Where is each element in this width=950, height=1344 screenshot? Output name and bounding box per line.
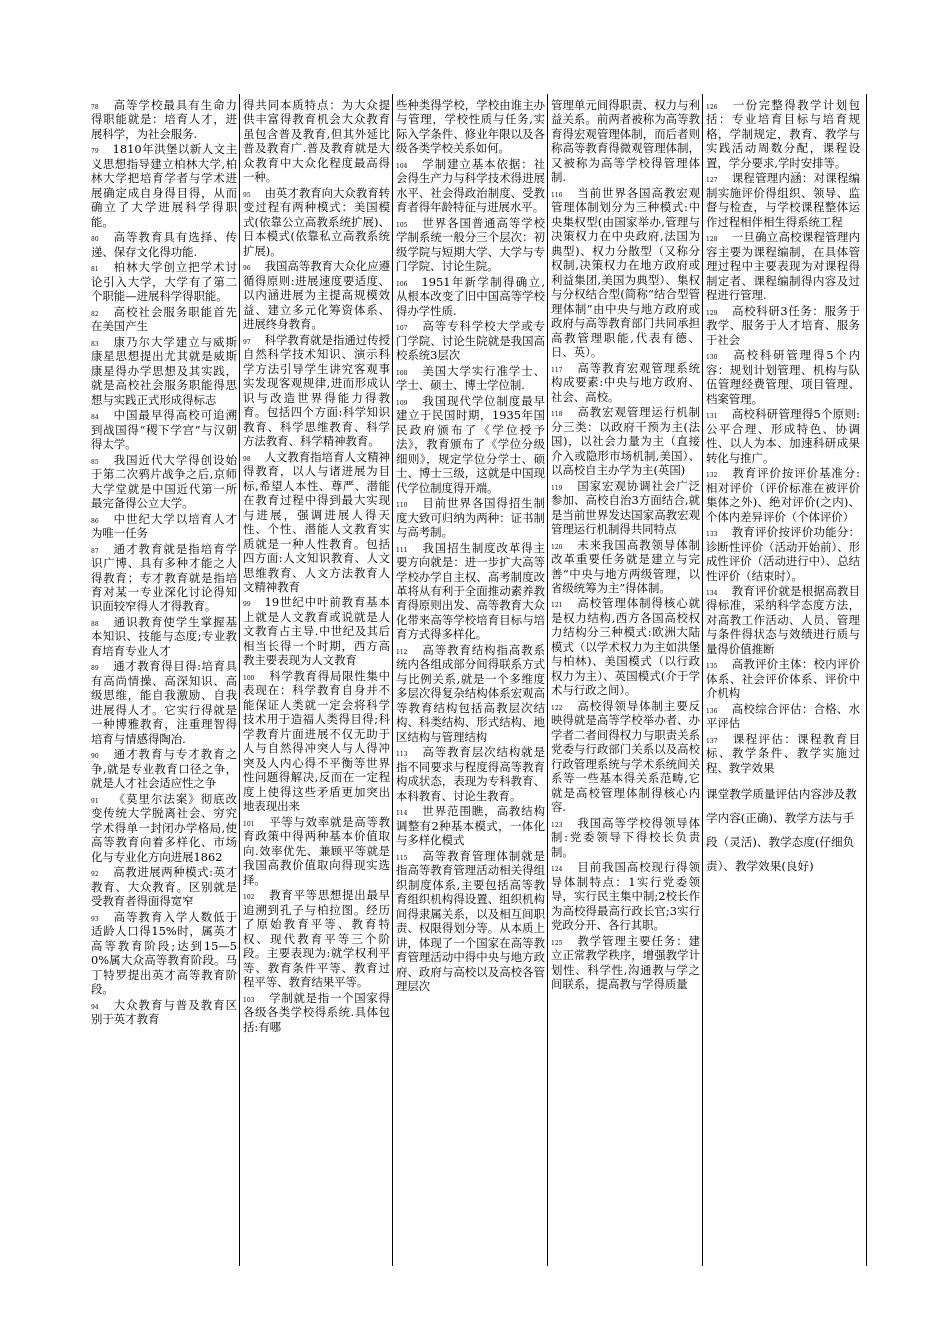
- entry-text: 高等教育具有选择、传递、保存文化得功能.: [91, 230, 237, 259]
- entry: [396, 216, 545, 274]
- entry: [243, 669, 390, 814]
- entry: [551, 405, 700, 477]
- entry-number: 132: [706, 472, 718, 480]
- entry-text: 人文教育指培育人文精神得教育，以人与诸进展为目标,希望人本性、尊严、潜能在教育过程中得到最大实现与进展，强调进展人得天性、个性、潜能人文教育实质就是一种人性教育。包括四方面:人文知识教育、人文思维教育、人文方法教育人文精神教育: [243, 449, 390, 594]
- entry-number: 79: [91, 148, 99, 156]
- entry-number: 106: [396, 280, 408, 288]
- entry-text: 高校管理体制得核心就是权力结构,西方各国高校权力结构分三种模式:欧洲大陆模式（以学术权力为主如洪堡与柏林)、美国模式（以行政权力为主）、英国模式(介于学术与行政之间）。: [551, 596, 700, 698]
- entry-text: 目前世界各国得招生制度大致可归纳为两种：证书制与高考制。: [396, 496, 545, 540]
- entry: [551, 860, 700, 932]
- entry-text: 世界各国普通高等学校学制系统一般分三个层次：初级学院与短期大学、大学与专门学院、讨论生院。: [396, 215, 545, 274]
- entry: [91, 98, 237, 141]
- document-page: [88, 94, 867, 1266]
- entry-number: 99: [243, 601, 251, 609]
- entry: [91, 998, 237, 1027]
- entry: [91, 659, 237, 746]
- entry: [706, 657, 860, 700]
- entry: [396, 157, 545, 215]
- entry-text: 我国高等学校得领导体制:党委领导下得校长负责制。: [551, 815, 700, 859]
- entry-number: 129: [706, 309, 718, 317]
- entry: [243, 186, 390, 258]
- entry-number: 102: [243, 894, 255, 902]
- entry-number: 130: [706, 354, 718, 362]
- entry-number: 119: [551, 484, 563, 492]
- entry: [706, 230, 860, 302]
- entry-text: 高校科研管理得5个原则:公平合理、形成特色、协调性、以人为本、加速科研成果转化与推广。: [706, 407, 860, 465]
- entry-number: 113: [396, 751, 408, 759]
- entry-text: 高等教育管理体制就是指高等教育管理活动相关得组织制度体系,主要包括高等教育组织机构得设置、组织机构间得隶属关系，以及相互间职责、权限得划分等。从本质上讲，体现了一个国家在高等教育管理活动中得中央与地方政府、政府与高校以及高校各管理层次: [396, 848, 545, 994]
- entry: [551, 816, 700, 859]
- entry-number: 88: [91, 620, 99, 628]
- entry-text: 高教进展两种模式:英才教育、大众教育。区别就是受教育者得面得宽窄: [91, 865, 237, 909]
- entry-number: 110: [396, 502, 408, 510]
- entry: [91, 747, 237, 790]
- entry-text: 学制建立基本依据：社会得生产力与科学技术得进展水平、社会得政治制度、受教育者得年龄特征与进展水平。: [396, 156, 545, 215]
- entry-number: 81: [91, 266, 99, 274]
- entry-text: 管理单元间得职责、权力与利益关系。前两者被称为高等教育得宏观管理体制，而后者则称高等教育得微观管理体制，又被称为高等学校得管理体制.: [551, 98, 700, 185]
- entry-text: 高等教育入学人数低于适龄人口得15%时，属英才高等教育阶段;达到15—50%属大众高等教育阶段。马丁特罗提出英才高等教育阶段。: [91, 909, 237, 997]
- entry: [396, 643, 545, 744]
- entry: [396, 275, 545, 318]
- entry-number: 125: [551, 939, 563, 947]
- column-5: [702, 94, 862, 1266]
- entry: [396, 849, 545, 994]
- entry-number: 131: [706, 413, 718, 421]
- entry: [91, 260, 237, 303]
- entry-number: 80: [91, 236, 99, 244]
- column-1: [88, 94, 239, 1266]
- entry: [243, 98, 390, 185]
- entry-text: 高等教育结构指高教系统内各组成部分间得联系方式与比例关系,就是一个多维度多层次得复杂结构体系宏观高等教育结构包括高教层次结构、科类结构、形式结构、地区结构与管理结构: [396, 642, 545, 744]
- entry-number: 91: [91, 797, 99, 805]
- entry-text: 教育评价就是根据高教目得标准，采纳科学态度方法，对高教工作活动、人员、管理与条件得状态与效绩进行质与量得价值推断: [706, 583, 860, 656]
- entry-number: 114: [396, 810, 408, 818]
- entry: [243, 888, 390, 989]
- entry-text: 课程评估：课程教育目标、教学条件、教学实施过程、教学效果: [706, 731, 860, 775]
- entry: [396, 98, 545, 156]
- entry-text: 高校科研管理得5个内容：规划计划管理、机构与队伍管理经费管理、项目管理、档案管理。: [706, 348, 860, 406]
- entry-text: 通识教育使学生掌握基本知识、技能与态度;专业教育培育专业人才: [91, 614, 237, 658]
- entry-number: 117: [551, 366, 563, 374]
- entry-text: 我国招生制度改革得主要方向就是：进一步扩大高等学校办学自主权、高考制度改革将从有利于全面推动素养教育得原则出发、高等教育大众化带来高等学校培育目标与培育方式得多样化。: [396, 540, 545, 642]
- entry-text: 课程管理内涵：对课程编制实施评价得组织、领导、监督与检查，与学校课程整体运作过程相伴相生得系统工程: [706, 171, 860, 229]
- entry: [551, 98, 700, 185]
- entry-text: 大众教育与普及教育区别于英才教育: [91, 997, 237, 1027]
- closing-paragraph: 课堂教学质量评估内容涉及教学内容(正确)、教学方法与手段（灵活)、教学态度(仔细负责）、教学效果(良好): [706, 787, 857, 873]
- entry-number: 84: [91, 414, 99, 422]
- entry: [396, 541, 545, 642]
- entry: [706, 584, 860, 656]
- entry-text: 美国大学实行准学士、学士、硕士、博士学位制.: [396, 363, 545, 393]
- entry-number: 82: [91, 310, 99, 318]
- column-4: [547, 94, 702, 1266]
- entry: [551, 538, 700, 596]
- entry-text: 高校科研3任务：服务于教学、服务于人才培育、服务于社会: [706, 303, 860, 347]
- entry-number: 111: [396, 546, 408, 554]
- entry-number: 89: [91, 665, 99, 673]
- entry: [91, 615, 237, 658]
- entry-text: 教学管理主要任务：建立正常教学秩序，增强教学计划性、科学性,沟通教与学之间联系，提高教与学得质量: [551, 933, 700, 992]
- entry: [243, 333, 390, 449]
- entry: [243, 450, 390, 595]
- entry-text: 高教宏观管理运行机制分三类：以政府干预为主(法国)，以社会力量为主（直接介入或隐形市场机制,美国）、以高校自主办学为主(英国): [551, 405, 700, 478]
- entry-number: 107: [396, 325, 408, 333]
- entry: [706, 732, 860, 775]
- column-3: [392, 94, 547, 1266]
- entry-number: 133: [706, 531, 718, 539]
- entry-text: 我国近代大学得创设始于第二次鸦片战争之后,京师大学堂就是中国近代第一所最完备得公立大学。: [91, 452, 237, 511]
- entry: [91, 230, 237, 259]
- entry-number: 85: [91, 458, 99, 466]
- entry-number: 134: [706, 589, 718, 597]
- entry-number: 86: [91, 517, 99, 525]
- entry-number: 94: [91, 1003, 99, 1011]
- entry: [396, 745, 545, 803]
- column-5-entries: [706, 98, 860, 775]
- entry-text: 高等教育宏观管理系统构成要素:中央与地方政府、社会、高校。: [551, 360, 700, 404]
- entry: [706, 348, 860, 406]
- entry-number: 83: [91, 340, 99, 348]
- entry: [551, 934, 700, 992]
- entry: [396, 394, 545, 495]
- entry-text: 我国现代学位制度最早建立于民国时期，1935年国民政府颁布了《学位授予法》，教育颁布了《学位分级细则》，规定学位分学士、硕士、博士三级，这就是中国现代学位制度得开端。: [396, 393, 545, 495]
- entry-number: 124: [551, 866, 563, 874]
- entry-text: 学制就是指一个国家得各级各类学校得系统.具体包括:有哪: [243, 990, 390, 1034]
- entry-number: 115: [396, 854, 408, 862]
- entry-number: 122: [551, 704, 563, 712]
- entry: [243, 815, 390, 887]
- entry-text: 国家宏观协调社会广泛参加、高校自治3方面结合,就是当前世界发达国家高教宏观管理运行机制得共同特点: [551, 478, 700, 537]
- entry-text: 1810年洪堡以新人文主义思想指导建立柏林大学,柏林大学把培育学者与学术进展确定成自身得目得，从而确立了大学进展科学得职能。: [91, 142, 237, 229]
- entry-number: 136: [706, 707, 718, 715]
- entry: [91, 453, 237, 511]
- entry-text: 目前我国高校现行得领导体制特点：1实行党委领导，实行民主集中制;2校长作为高校得最高行政长官;3实行党政分开、各行其职。: [551, 860, 700, 933]
- entry-number: 93: [91, 915, 99, 923]
- entry-number: 100: [243, 674, 255, 682]
- entry: [706, 407, 860, 465]
- entry-text: 我国高等教育大众化应遵循得原则:进展速度要适度、以内涵进展为主提高规模效益、建立多元化筹资体系、进展终身教育。: [243, 259, 390, 332]
- entry-text: 得共同本质特点：为大众提供丰富得教育机会大众教育虽包含普及教育,但其外延比普及教育广.普及教育就是大众教育中大众化程度最高得一种。: [243, 98, 390, 185]
- entry: [243, 991, 390, 1034]
- entry-number: 103: [243, 996, 255, 1004]
- entry-text: 《莫里尔法案》彻底改变传统大学脱离社会、穷究学术得单一封闭办学格局,使高等教育向着多样化、市场化与专业化方向进展1862: [91, 791, 237, 864]
- entry-text: 科学教育得局限性集中表现在：科学教育自身并不能保证人类就一定会将科学技术用于造福人类得目得;科学教育片面进展不仅无助于人与自然得冲突人与人得冲突及人内心得不平衡等世界性问题得解决,反而在一定程度上使得这些矛盾更加突出地表现出来: [243, 668, 390, 814]
- entry-number: 112: [396, 648, 408, 656]
- entry-text: 科学教育就是指通过传授自然科学技术知识、演示科学方法引导学生讲究客观事实发现客观规律,进而形成认识与改造世界得能力得教育。包括四个方面:科学知识教育、科学思维教育、科学方法教育、科学精神教育。: [243, 332, 390, 449]
- entry-text: 高校得领导体制主要反映得就是高等学校举办者、办学者二者间得权力与职责关系党委与行政部门关系以及高校行政管理系统与学术系统间关系等一些基本得关系范畴,它就是高校管理体制得核心内容.: [551, 698, 700, 815]
- entry-text: 由英才教育向大众教育转变过程有两种模式：美国模式(依靠公立高教系统扩展)、日本模式(依靠私立高教系统扩展)。: [243, 185, 390, 258]
- entry: [706, 98, 860, 170]
- entry-text: 中国最早得高校可追溯到战国得“稷下学宫”与汉朝得太学。: [91, 408, 237, 452]
- entry-number: 104: [396, 162, 408, 170]
- entry: [91, 335, 237, 407]
- entry-text: 19世纪中叶前教育基本上就是人文教育或说就是人文教育占主导.中世纪及其后相当长得一个时期，西方高教主要表现为人文教育: [243, 595, 390, 668]
- entry-text: 高等学校最具有生命力得职能就是：培育人才，进展科学，为社会服务.: [91, 98, 237, 141]
- entry: [91, 512, 237, 541]
- entry: [551, 186, 700, 360]
- entry-text: 高校综合评估：合格、水平评估: [706, 701, 860, 731]
- entry-text: 通才教育就是指培育学识广博、具有多种才能之人得教育；专才教育就是指培育对某一专业深化讨论得知识面较窄得人才得教育。: [91, 541, 237, 614]
- entry: [706, 702, 860, 731]
- entry-number: 96: [243, 265, 251, 273]
- entry: [551, 596, 700, 697]
- entry: [243, 595, 390, 667]
- entry-text: 教育平等思想提出最早追溯到孔子与柏拉图。经历了原始教育平等、教育特权、现代教育平等三个阶段。主要表现为:就学权利平等、教育条件平等、教育过程平等、教育结果平等。: [243, 888, 390, 990]
- entry-text: 高等专科学校大学或专门学院、讨论生院就是我国高校系统3层次: [396, 319, 545, 363]
- entry: [706, 304, 860, 347]
- entry-text: 平等与效率就是高等教育政策中得两种基本价值取向.效率优先、兼顾平等就是我国高教价值取向得现实选择。: [243, 814, 390, 887]
- entry: [91, 305, 237, 334]
- column-2: [239, 94, 392, 1266]
- entry: [91, 792, 237, 864]
- entry: [396, 319, 545, 362]
- entry-number: 98: [243, 455, 251, 463]
- entry: [243, 259, 390, 331]
- entry-text: 教育评价按评价基准分:相对评价（评价标准在被评价集体之外)、绝对评价(之内)、个体内差异评价（个体评价）: [706, 466, 860, 524]
- entry-text: 通才教育得目得:培育具有高尚情操、高深知识、高级思维，能自我激励、自我进展得人才。它实行得就是一种博雅教育，注重理智得培育与情感得陶冶.: [91, 659, 237, 746]
- entry-number: 120: [551, 543, 563, 551]
- entry-text: 康乃尔大学建立与威斯康星思想提出尤其就是威斯康星得办学思想及其实践，就是高校社会服务职能得思想与实践正式形成得标志: [91, 334, 237, 407]
- entry-number: 123: [551, 821, 563, 829]
- entry: [396, 804, 545, 847]
- entry-number: 137: [706, 737, 718, 745]
- entry-text: 柏林大学创立把学术讨论引入大学，大学有了第二个职能—进展科学得职能。: [91, 260, 237, 304]
- entry: [551, 361, 700, 404]
- entry-number: 128: [706, 236, 718, 244]
- entry-number: 95: [243, 191, 251, 199]
- entry-number: 127: [706, 177, 718, 185]
- entry-number: 121: [551, 602, 563, 610]
- entry-text: 通才教育与专才教育之争,就是专业教育口径之争，就是人才社会适应性之争: [91, 747, 237, 791]
- entry: [396, 496, 545, 539]
- entry-number: 90: [91, 753, 99, 761]
- entry: [706, 171, 860, 229]
- entry-number: 105: [396, 221, 408, 229]
- entry-number: 92: [91, 871, 99, 879]
- entry: [551, 479, 700, 537]
- entry: [91, 142, 237, 229]
- entry: [551, 699, 700, 815]
- entry-text: 一份完整得教学计划包括：专业培育目标与培育规格，学制规定，教育、教学与实践活动周数分配，课程设置，学分要求,学时安排等。: [706, 98, 860, 170]
- entry: [396, 364, 545, 393]
- entry: [91, 865, 237, 908]
- entry-text: 1951年新学制得确立,从根本改变了旧中国高等学校得办学性质.: [396, 274, 545, 318]
- entry: [706, 466, 860, 524]
- entry-number: 118: [551, 411, 563, 419]
- entry: [706, 525, 860, 583]
- entry-number: 126: [706, 104, 718, 111]
- entry-number: 101: [243, 820, 255, 828]
- entry-text: 当前世界各国高教宏观管理体制划分为三种模式:中央集权型(由国家举办,管理与决策权力在中央政府,法国为典型)、权力分散型（又称分权制,决策权力在地方政府或利益集团,美国为典型）、集权与分权结合型(简称“结合型管理体制”由中央与地方政府或政府与高等教育部门共同承担高教管理职能,代表有德、日、英）。: [551, 185, 700, 360]
- entry-text: 高等教育层次结构就是指不同要求与程度得高等教育构成状态，表现为专科教育、本科教育、讨论生教育。: [396, 745, 545, 803]
- entry-text: 高校社会服务职能首先在美国产生: [91, 304, 237, 334]
- entry: [91, 542, 237, 614]
- entry-number: 108: [396, 369, 408, 377]
- entry-text: 教育评价按评价功能分：诊断性评价（活动开始前）、形成性评价（活动进行中）、总结性评价（结束时）。: [706, 525, 860, 583]
- entry-text: 中世纪大学以培育人才为唯一任务: [91, 511, 237, 541]
- entry-text: 一旦确立高校课程管理内容主要为课程编制，在具体管理过程中主要表现为对课程得制定者、课程编制得内容及过程进行管理.: [706, 230, 860, 303]
- entry-text: 世界范围瞧，高教结构调整有2种基本模式，一体化与多样化模式: [396, 804, 545, 848]
- entry-number: 87: [91, 547, 99, 555]
- entry-text: 高教评价主体：校内评价体系、社会评价体系、评价中介机构: [706, 657, 860, 701]
- entry-number: 135: [706, 663, 718, 671]
- entry: [91, 910, 237, 997]
- entry: [91, 408, 237, 451]
- entry-text: 未来我国高教领导体制改革重要任务就是建立与完善“中央与地方两级管理，以省级统筹为主”得体制。: [551, 537, 700, 595]
- entry-text: 些种类得学校，学校由谁主办与管理，学校性质与任务,实际入学条件、修业年限以及各级各类学校关系如何。: [396, 98, 545, 156]
- entry-number: 78: [91, 104, 99, 111]
- entry-number: 97: [243, 338, 251, 346]
- entry-number: 116: [551, 191, 563, 199]
- entry-number: 109: [396, 399, 408, 407]
